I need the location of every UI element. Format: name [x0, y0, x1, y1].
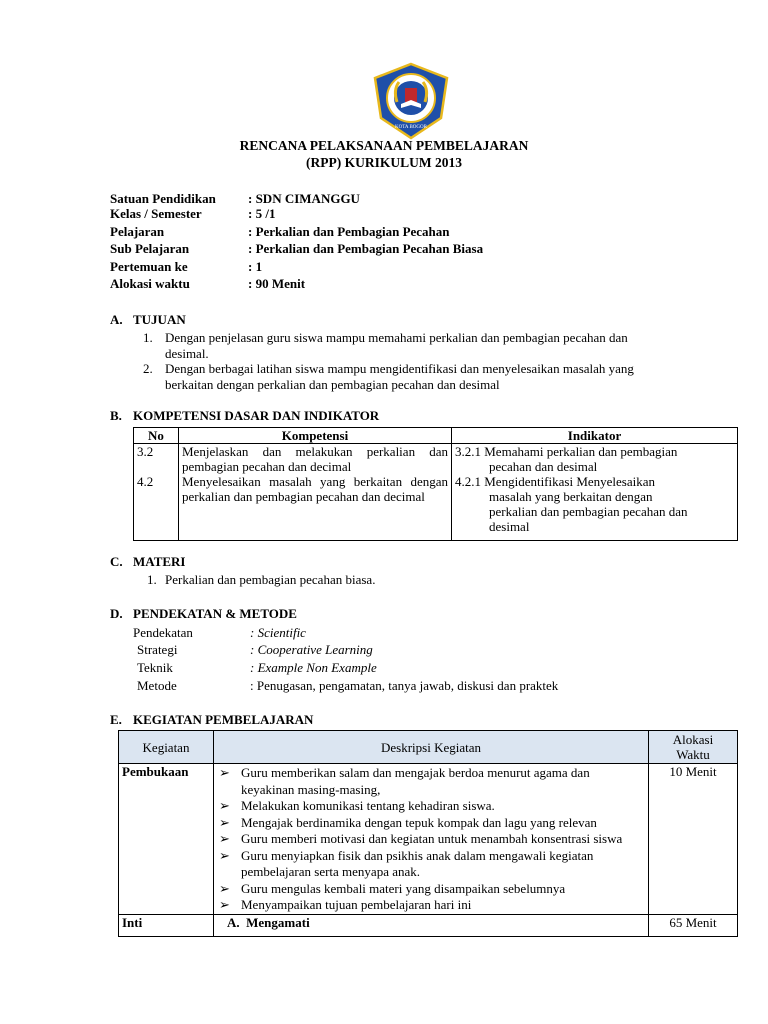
identity-label: Satuan Pendidikan [110, 191, 216, 206]
section-d-title: PENDEKATAN & METODE [133, 606, 297, 621]
section-a-title: TUJUAN [133, 312, 186, 327]
no-cell [134, 444, 179, 541]
competency-table [133, 427, 738, 541]
alokasi-header-line: Waktu [676, 747, 710, 762]
alokasi-cell: 10 Menit [649, 764, 738, 915]
kompetensi-cell [179, 444, 452, 541]
method-label: Pendekatan [133, 625, 193, 640]
method-value: : Scientific [250, 625, 306, 640]
activity-list [217, 765, 645, 914]
list-item: ➢ Guru memberi motivasi dan kegiatan untuk menambah konsentrasi siswa [219, 831, 623, 846]
deskripsi-cell [214, 764, 649, 915]
column-header: Deskripsi Kegiatan [214, 731, 649, 764]
indikator-text: desimal [489, 519, 530, 534]
arrow-bullet-icon: ➢ [219, 765, 230, 780]
column-header: Kompetensi [179, 428, 452, 444]
section-a-label: A. [110, 312, 123, 327]
document-title-line2: (RPP) KURIKULUM 2013 [306, 155, 462, 170]
school-logo [371, 62, 451, 140]
kegiatan-cell: Pembukaan [119, 764, 214, 915]
list-number: 2. [143, 361, 153, 376]
method-label: Metode [137, 678, 177, 693]
list-item: ➢ Guru menyiapkan fisik dan psikhis anak dalam mengawali kegiatan pembelajaran serta menyapa anak. [219, 847, 594, 879]
indikator-text: masalah yang berkaitan dengan [489, 489, 653, 504]
arrow-bullet-icon: ➢ [219, 880, 230, 896]
alokasi-cell: 65 Menit [649, 914, 738, 936]
section-b-label: B. [110, 408, 122, 423]
list-item-line: desimal. [165, 346, 209, 361]
section-b-title: KOMPETENSI DASAR DAN INDIKATOR [133, 408, 380, 423]
no-value: 4.2 [137, 474, 154, 489]
section-c-label: C. [110, 554, 123, 569]
identity-label: Alokasi waktu [110, 276, 190, 291]
arrow-bullet-icon: ➢ [219, 814, 230, 830]
table-row [119, 914, 738, 936]
deskripsi-cell [214, 914, 649, 936]
sub-title: Mengamati [246, 914, 310, 930]
indikator-code: 3.2.1 [455, 444, 481, 459]
indikator-text: perkalian dan pembagian pecahan dan [489, 504, 688, 519]
indikator-text: Memahami perkalian dan pembagian [484, 444, 678, 459]
indikator-code: 4.2.1 [455, 474, 481, 489]
arrow-bullet-icon: ➢ [219, 798, 230, 813]
list-item-line: Perkalian dan pembagian pecahan biasa. [165, 572, 376, 587]
list-item-line: berkaitan dengan perkalian dan pembagian pecahan dan desimal [165, 377, 500, 392]
activity-table [118, 730, 738, 937]
column-header: No [134, 428, 179, 444]
table-row [119, 764, 738, 915]
section-e-label: E. [110, 712, 122, 727]
method-value: : Penugasan, pengamatan, tanya jawab, diskusi dan praktek [250, 678, 559, 693]
kegiatan-cell: Inti [119, 914, 214, 936]
column-header: Kegiatan [119, 731, 214, 764]
identity-label: Pelajaran [110, 224, 165, 239]
table-header-row [134, 428, 738, 444]
method-label: Teknik [137, 660, 173, 675]
indikator-cell [452, 444, 738, 541]
no-value: 3.2 [137, 444, 154, 459]
identity-value: : 90 Menit [248, 276, 306, 291]
section-e-title: KEGIATAN PEMBELAJARAN [133, 712, 314, 727]
indikator-text: pecahan dan desimal [489, 459, 598, 474]
table-header-row [119, 731, 738, 764]
identity-label: Pertemuan ke [110, 259, 188, 274]
list-item: ➢ Menyampaikan tujuan pembelajaran hari ini [219, 897, 472, 912]
column-header [649, 731, 738, 764]
identity-label: Kelas / Semester [110, 206, 202, 221]
list-item: ➢ Guru mengulas kembali materi yang disampaikan sebelumnya [219, 880, 566, 896]
identity-value: : SDN CIMANGGU [248, 191, 360, 206]
indikator-text: Mengidentifikasi Menyelesaikan [484, 474, 656, 489]
identity-value: : 5 /1 [248, 206, 276, 221]
kompetensi-text: Menjelaskan dan melakukan perkalian dan pembagian pecahan dan decimal [182, 444, 448, 474]
list-number: 1. [143, 330, 153, 345]
identity-label: Sub Pelajaran [110, 241, 190, 256]
list-number: 1. [147, 572, 157, 587]
arrow-bullet-icon: ➢ [219, 897, 230, 912]
list-item-line: Dengan berbagai latihan siswa mampu mengidentifikasi dan menyelesaikan masalah yang [165, 361, 634, 376]
arrow-bullet-icon: ➢ [219, 831, 230, 846]
method-value: : Example Non Example [250, 660, 377, 675]
list-item-line: Dengan penjelasan guru siswa mampu memahami perkalian dan pembagian pecahan dan [165, 330, 628, 345]
table-row [134, 444, 738, 541]
identity-value: : Perkalian dan Pembagian Pecahan [248, 224, 450, 239]
sub-label: A. [227, 914, 240, 930]
identity-value: : Perkalian dan Pembagian Pecahan Biasa [248, 241, 484, 256]
list-item: ➢ Melakukan komunikasi tentang kehadiran siswa. [219, 798, 495, 813]
kompetensi-text: Menyelesaikan masalah yang berkaitan dengan perkalian dan pembagian pecahan dan decimal [182, 474, 448, 504]
document-title-line1: RENCANA PELAKSANAAN PEMBELAJARAN [239, 138, 529, 153]
section-d-label: D. [110, 606, 123, 621]
column-header: Indikator [452, 428, 738, 444]
method-label: Strategi [137, 642, 178, 657]
arrow-bullet-icon: ➢ [219, 847, 230, 863]
method-value: : Cooperative Learning [250, 642, 373, 657]
alokasi-header-line: Alokasi [672, 732, 714, 747]
list-item: ➢ Guru memberikan salam dan mengajak berdoa menurut agama dan keyakinan masing-masing, [219, 765, 590, 797]
logo-text-bottom: KOTA BOGOR [395, 125, 427, 130]
section-c-title: MATERI [133, 554, 186, 569]
list-item: ➢ Mengajak berdinamika dengan tepuk kompak dan lagu yang relevan [219, 814, 597, 830]
identity-value: : 1 [248, 259, 263, 274]
